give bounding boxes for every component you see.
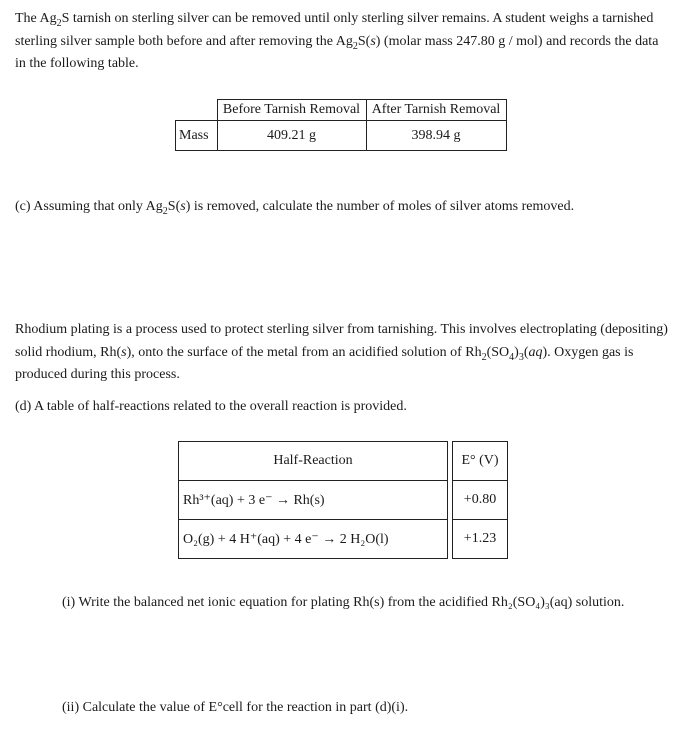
mass-table-header-before: Before Tarnish Removal <box>217 100 366 121</box>
half-reaction-table <box>178 441 508 559</box>
rhodium-paragraph: Rhodium plating is a process used to protect sterling silver from tarnishing. This involves electroplating (depositing) solid rhodium, Rh(s), onto the surface of the metal from an acidified solution of $Rh_2(SO_4)_3(aq)$. Oxygen gas is produced during this process. <box>15 322 668 382</box>
question-d-i: (i) Write the balanced net ionic equation for plating Rh(s) from the acidified Rh₂(SO₄)₃(aq) solution. <box>62 595 625 610</box>
question-d: (d) A table of half-reactions related to the overall reaction is provided. <box>15 399 407 414</box>
mass-table-header-after: After Tarnish Removal <box>366 100 506 121</box>
mass-row-label: Mass <box>176 121 218 151</box>
mass-table-corner <box>176 100 218 121</box>
e-standard-header: E° (V) <box>453 442 508 481</box>
e-standard-rh: +0.80 <box>453 481 508 520</box>
mass-after-value: 398.94 g <box>366 121 506 151</box>
half-reaction-rh: Rh³⁺(aq) + 3 e⁻ → Rh(s) <box>179 481 448 520</box>
mass-before-value: 409.21 g <box>217 121 366 151</box>
half-reaction-o2: O₂(g) + 4 H⁺(aq) + 4 e⁻ → 2 H₂O(l) <box>179 520 448 559</box>
question-d-ii: (ii) Calculate the value of E°cell for the reaction in part (d)(i). <box>62 700 409 715</box>
e-standard-o2: +1.23 <box>453 520 508 559</box>
question-c: (c) Assuming that only $Ag_2S(s)$ is removed, calculate the number of moles of silver atoms removed. <box>15 199 575 217</box>
mass-table <box>175 99 507 151</box>
half-reaction-header: Half-Reaction <box>179 442 448 481</box>
intro-paragraph: The $Ag_2S$ tarnish on sterling silver can be removed until only sterling silver remains. A student weighs a tarnished sterling silver sample both before and after removing the $Ag_2S(s)$ (molar mass 247.80 g / mol) and records the data in the following table. <box>15 11 659 71</box>
